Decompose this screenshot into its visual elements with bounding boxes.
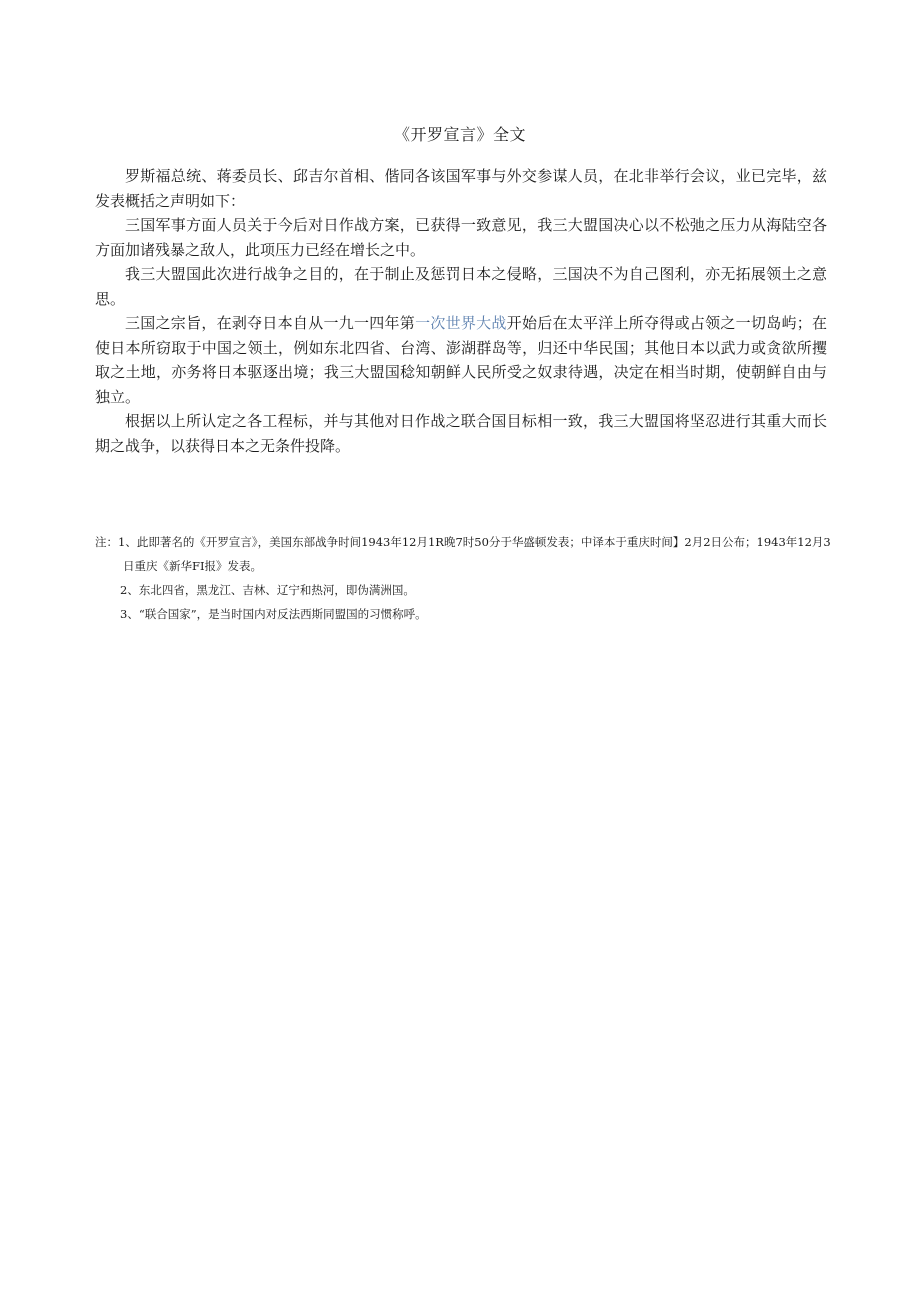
paragraph-4-text-end: 开始后在太平洋上所夺得或占领之一切岛屿；在使日本所窃取于中国之领土，例如东北四省、台湾、澎湖群岛等，归还中华民国；其他日本以武力或贪欲所攫取之土地，亦务将日本驱逐出境；我三大盟国稔知朝鲜人民所受之奴隶待遇，决定在相当时期，使朝鲜自由与独立。 xyxy=(95,314,827,406)
declaration-body xyxy=(95,164,827,458)
paragraph-5: 根据以上所认定之各工程标，并与其他对日作战之联合国目标相一致，我三大盟国将坚忍进行其重大而长期之战争，以获得日本之无条件投降。 xyxy=(95,412,827,455)
footnote-1: 注：1、此即著名的《开罗宣言》，美国东部战争时间1943年12月1R晚7时50分于华盛顿发表；中译本于重庆时间】2月2日公布；1943年12月3日重庆《新华FI报》发表。 xyxy=(95,535,831,573)
wwi-link[interactable]: 一次世界大战 xyxy=(415,314,507,332)
footnotes xyxy=(95,530,835,626)
paragraph-3: 我三大盟国此次进行战争之目的，在于制止及惩罚日本之侵略，三国决不为自己图利，亦无拓展领土之意思。 xyxy=(95,265,827,308)
footnote-2: 2、东北四省，黑龙江、吉林、辽宁和热河，即伪满洲国。 xyxy=(120,583,415,597)
page-title: 《开罗宣言》全文 xyxy=(393,125,526,144)
paragraph-4 xyxy=(95,311,827,409)
paragraph-4-text-start: 三国之宗旨，在剥夺日本自从一九一四年第 xyxy=(125,314,416,332)
paragraph-2: 三国军事方面人员关于今后对日作战方案，已获得一致意见，我三大盟国决心以不松弛之压力从海陆空各方面加诸残暴之敌人，此项压力已经在增长之中。 xyxy=(95,216,827,259)
footnote-3: 3、“联合国家”，是当时国内对反法西斯同盟国的习惯称呼。 xyxy=(120,607,427,621)
paragraph-1: 罗斯福总统、蒋委员长、邱吉尔首相、偕同各该国军事与外交参谋人员，在北非举行会议，业已完毕，兹发表概括之声明如下： xyxy=(95,167,827,210)
